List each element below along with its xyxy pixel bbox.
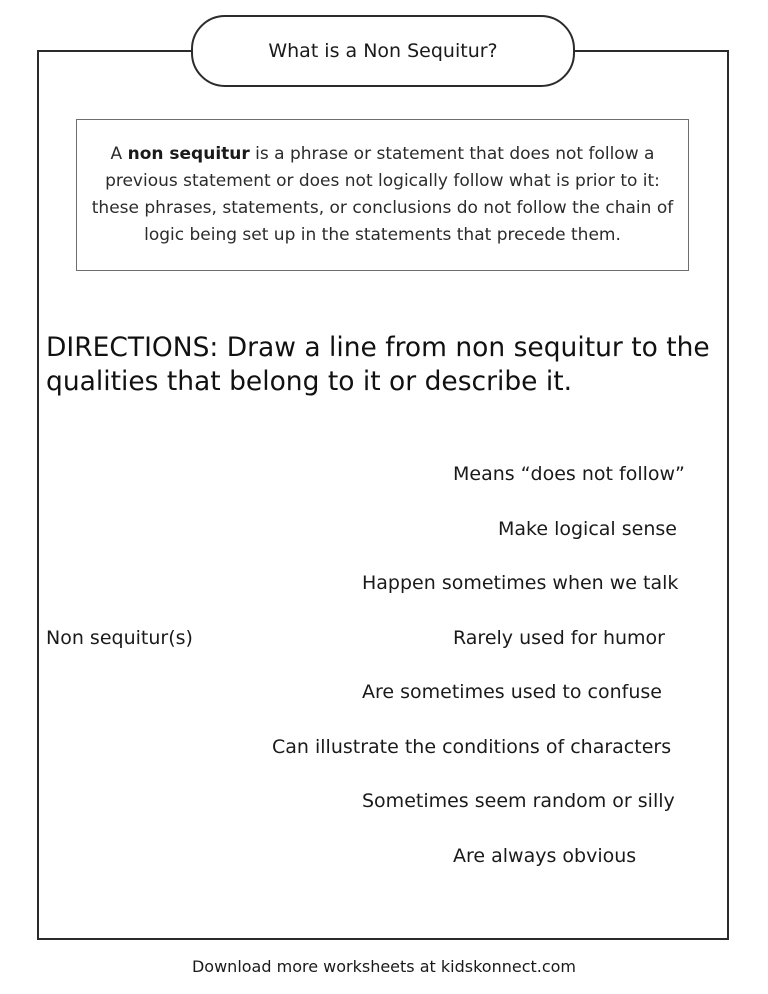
- definition-box: [76, 119, 689, 271]
- quality-item-7: Sometimes seem random or silly: [362, 790, 675, 812]
- definition-lead: A: [110, 144, 128, 164]
- footer-text: Download more worksheets at kidskonnect.com: [191, 957, 577, 976]
- quality-item-6: Can illustrate the conditions of characters: [272, 736, 672, 758]
- quality-item-1: Means “does not follow”: [453, 463, 685, 485]
- worksheet-title-text: What is a Non Sequitur?: [268, 40, 498, 62]
- definition-text: [87, 141, 678, 249]
- term-label: Non sequitur(s): [46, 627, 193, 649]
- worksheet-title: [191, 15, 575, 87]
- definition-body: is a phrase or statement that does not follow a previous statement or does not logically follow what is prior to it: these phrases, statements, or conclusions do not follow the chain of logic being set up in the statements that precede them.: [91, 144, 674, 245]
- quality-item-8: Are always obvious: [453, 845, 637, 867]
- quality-item-3: Happen sometimes when we talk: [362, 572, 679, 594]
- directions-text: DIRECTIONS: Draw a line from non sequitur to the qualities that belong to it or describe it.: [46, 332, 710, 397]
- quality-item-4: Rarely used for humor: [453, 627, 665, 649]
- definition-term: non sequitur: [127, 144, 250, 164]
- quality-item-5: Are sometimes used to confuse: [362, 681, 662, 703]
- quality-item-2: Make logical sense: [498, 518, 677, 540]
